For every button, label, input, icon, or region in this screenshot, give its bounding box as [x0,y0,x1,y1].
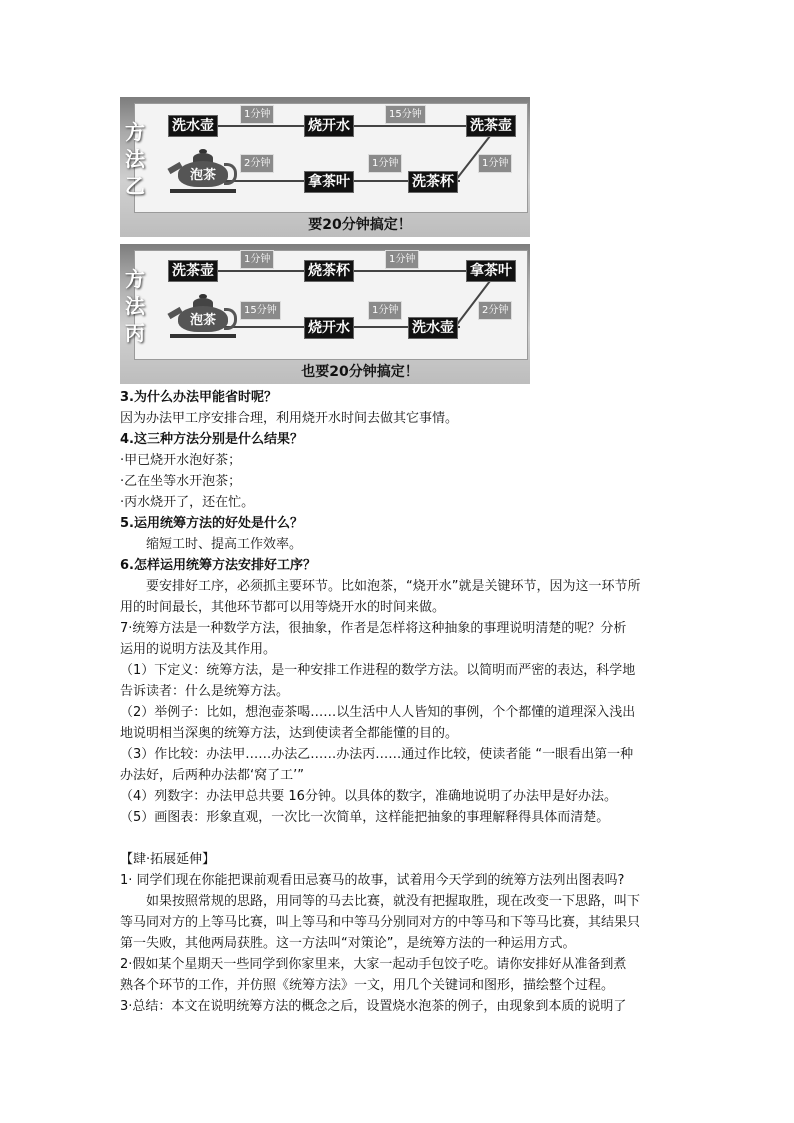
step-wash-teapot: 洗茶壶 [466,115,516,137]
step-boil-water: 烧开水 [304,115,354,137]
diagram-caption: 也要20分钟搞定！ [301,364,419,380]
answer-5: 缩短工时、提高工作效率。 [146,537,303,552]
duration-label: 1分钟 [240,105,274,124]
answer-4-line: ·丙水烧开了，还在忙。 [120,495,255,510]
duration-label: 1分钟 [240,250,274,269]
teapot-icon [168,149,238,195]
extension-1-line: 等马同对方的上等马比赛，叫上等马和中等马分别同对方的中等马和下等马比赛，其结果只 [120,915,641,930]
extension-1-line: 如果按照常规的思路，用同等的马去比赛，就没有把握取胜，现在改变一下思路，叫下 [146,894,641,909]
question-4: 4.这三种方法分别是什么结果？ [120,432,303,447]
diagram-method-yi [120,97,530,237]
method-label: 方 法 乙 [125,120,145,198]
extension-2-line: 熟各个环节的工作，并仿照《统筹方法》一文，用几个关键词和图形，描绘整个过程。 [120,978,615,993]
step-get-tea: 拿茶叶 [304,171,354,193]
answer-7-line: 办法好，后两种办法都‘窝了工’” [120,768,304,783]
answer-7-line: （1）下定义：统筹方法，是一种安排工作进程的数学方法。以简明而严密的表达，科学地 [120,663,636,678]
extension-1-line: 1· 同学们现在你能把课前观看田忌赛马的故事，试着用今天学到的统筹方法列出图表吗? [120,873,625,888]
step-wash-kettle: 洗水壶 [168,115,218,137]
answer-7-line: （4）列数字：办法甲总共要 16分钟。以具体的数字，准确地说明了办法甲是好办法。 [120,789,617,804]
step-boil-water: 烧开水 [304,317,354,339]
answer-7-line: （2）举例子：比如，想泡壶茶喝……以生活中人人皆知的事例，个个都懂的道理深入浅出 [120,705,636,720]
duration-label: 1分钟 [368,301,402,320]
answer-3: 因为办法甲工序安排合理，利用烧开水时间去做其它事情。 [120,411,459,426]
duration-label: 15分钟 [240,301,281,320]
step-wash-teapot: 洗茶壶 [168,260,218,282]
answer-4-line: ·甲已烧开水泡好茶； [120,453,242,468]
duration-label: 2分钟 [478,301,512,320]
step-make-tea: 泡茶 [189,313,216,328]
answer-7-line: 地说明相当深奥的统筹方法，达到使读者全都能懂的目的。 [120,726,459,741]
question-7-line: 7·统筹方法是一种数学方法，很抽象，作者是怎样将这种抽象的事理说明清楚的呢？分析 [120,621,627,636]
duration-label: 15分钟 [385,105,426,124]
duration-label: 1分钟 [385,250,419,269]
duration-label: 1分钟 [368,154,402,173]
diagram-caption: 要20分钟搞定！ [308,217,412,233]
answer-7-line: （3）作比较：办法甲……办法乙……办法丙……通过作比较，使读者能 “一眼看出第一种 [120,747,634,762]
duration-label: 2分钟 [240,154,274,173]
question-5: 5.运用统筹方法的好处是什么？ [120,516,303,531]
extension-2-line: 2·假如某个星期天一些同学到你家里来，大家一起动手包饺子吃。请你安排好从准备到煮 [120,957,627,972]
answer-6-line: 用的时间最长，其他环节都可以用等烧开水的时间来做。 [120,600,446,615]
step-wash-kettle: 洗水壶 [408,317,458,339]
step-wash-cups: 烧茶杯 [304,260,354,282]
diagram-method-bing [120,244,530,384]
answer-7-line: （5）画图表：形象直观，一次比一次简单，这样能把抽象的事理解释得具体而清楚。 [120,810,610,825]
method-label: 方 法 丙 [125,267,145,345]
step-get-tea: 拿茶叶 [466,260,516,282]
section-heading: 【肆·拓展延伸】 [120,852,216,867]
question-7-line: 运用的说明方法及其作用。 [120,642,277,657]
duration-label: 1分钟 [478,154,512,173]
teapot-icon [168,294,238,340]
answer-7-line: 告诉读者：什么是统筹方法。 [120,684,290,699]
question-3: 3.为什么办法甲能省时呢？ [120,390,277,405]
extension-3-line: 3·总结：本文在说明统筹方法的概念之后，设置烧水泡茶的例子，由现象到本质的说明了 [120,999,627,1014]
answer-6-line: 要安排好工序，必须抓主要环节。比如泡茶，“烧开水”就是关键环节，因为这一环节所 [146,579,641,594]
extension-1-line: 第一失败，其他两局获胜。这一方法叫“对策论”，是统筹方法的一种运用方式。 [120,936,576,951]
step-make-tea: 泡茶 [189,168,216,183]
step-wash-cups: 洗茶杯 [408,171,458,193]
answer-4-line: ·乙在坐等水开泡茶； [120,474,242,489]
question-6: 6.怎样运用统筹方法安排好工序？ [120,558,316,573]
